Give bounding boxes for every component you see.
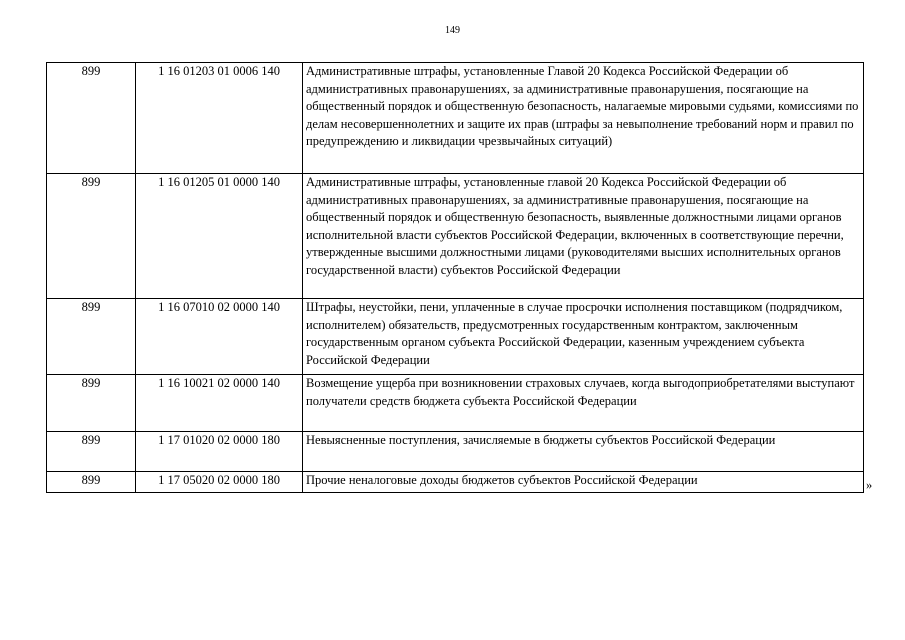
description-cell: Возмещение ущерба при возникновении страховых случаев, когда выгодоприобретателями выступают получатели средств бюджета субъекта Российской Федерации xyxy=(303,375,864,432)
kbk-code-cell: 1 16 01203 01 0006 140 xyxy=(136,63,303,174)
admin-code-cell: 899 xyxy=(47,299,136,375)
table-row xyxy=(47,174,864,299)
kbk-code-cell: 1 16 10021 02 0000 140 xyxy=(136,375,303,432)
table-row xyxy=(47,63,864,174)
closing-quote-mark: » xyxy=(866,478,873,492)
admin-code-cell: 899 xyxy=(47,63,136,174)
table-row xyxy=(47,299,864,375)
admin-code-cell: 899 xyxy=(47,174,136,299)
description-cell: Невыясненные поступления, зачисляемые в бюджеты субъектов Российской Федерации xyxy=(303,432,864,472)
description-cell: Прочие неналоговые доходы бюджетов субъектов Российской Федерации xyxy=(303,472,864,493)
kbk-code-cell: 1 16 01205 01 0000 140 xyxy=(136,174,303,299)
description-cell: Административные штрафы, установленные Главой 20 Кодекса Российской Федерации об административных правонарушениях, за административные правонарушения, посягающие на общественный порядок и общественную безопасность, налагаемые мировыми судьями, комиссиями по делам несовершеннолетних и защите их прав (штрафы за невыполнение требований норм и правил по предупреждению и ликвидации чрезвычайных ситуаций) xyxy=(303,63,864,174)
table-row xyxy=(47,432,864,472)
description-cell: Административные штрафы, установленные главой 20 Кодекса Российской Федерации об административных правонарушениях, за административные правонарушения, посягающие на общественный порядок и общественную безопасность, выявленные должностными лицами органов исполнительной власти субъектов Российской Федерации, включенных в соответствующие перечни, утвержденные высшими должностными лицами (руководителями высших исполнительных органов государственной власти) субъектов Российской Федерации xyxy=(303,174,864,299)
table-row xyxy=(47,375,864,432)
kbk-code-cell: 1 17 05020 02 0000 180 xyxy=(136,472,303,493)
budget-classification-table xyxy=(46,62,864,493)
kbk-code-cell: 1 17 01020 02 0000 180 xyxy=(136,432,303,472)
admin-code-cell: 899 xyxy=(47,375,136,432)
page-number: 149 xyxy=(445,25,460,36)
admin-code-cell: 899 xyxy=(47,432,136,472)
admin-code-cell: 899 xyxy=(47,472,136,493)
kbk-code-cell: 1 16 07010 02 0000 140 xyxy=(136,299,303,375)
table-row xyxy=(47,472,864,493)
description-cell: Штрафы, неустойки, пени, уплаченные в случае просрочки исполнения поставщиком (подрядчиком, исполнителем) обязательств, предусмотренных государственным контрактом, заключенным государственным органом субъекта Российской Федерации, казенным учреждением субъекта Российской Федерации xyxy=(303,299,864,375)
